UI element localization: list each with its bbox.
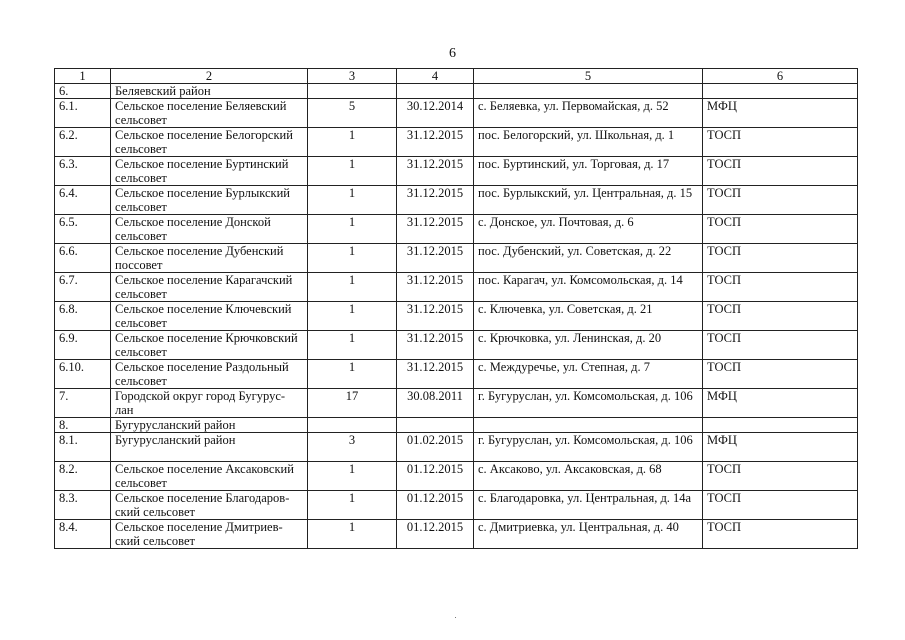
registry-table	[54, 68, 858, 549]
address-cell: пос. Карагач, ул. Комсомольская, д. 14	[474, 273, 703, 302]
date-cell: 31.12.2015	[397, 215, 474, 244]
row-number: 8.	[55, 418, 111, 433]
office-type-cell: ТОСП	[703, 302, 858, 331]
row-number: 6.6.	[55, 244, 111, 273]
count-cell: 1	[308, 331, 397, 360]
row-number: 6.5.	[55, 215, 111, 244]
table-row	[55, 520, 858, 549]
table-row	[55, 273, 858, 302]
date-cell: 31.12.2015	[397, 157, 474, 186]
settlement-name: Сельское поселение Бурлыкский сельсовет	[111, 186, 308, 215]
address-cell: с. Крючковка, ул. Ленинская, д. 20	[474, 331, 703, 360]
count-cell: 1	[308, 157, 397, 186]
empty-cell	[703, 84, 858, 99]
date-cell: 31.12.2015	[397, 302, 474, 331]
count-cell: 17	[308, 389, 397, 418]
empty-cell	[397, 84, 474, 99]
header-row	[55, 69, 858, 84]
office-type-cell: ТОСП	[703, 215, 858, 244]
column-header: 1	[55, 69, 111, 84]
table-row	[55, 360, 858, 389]
office-type-cell: МФЦ	[703, 99, 858, 128]
column-header: 6	[703, 69, 858, 84]
region-name: Бугурусланский район	[111, 418, 308, 433]
office-type-cell: ТОСП	[703, 244, 858, 273]
settlement-name: Сельское поселение Благодаров-ский сельсовет	[111, 491, 308, 520]
table-row	[55, 186, 858, 215]
empty-cell	[703, 418, 858, 433]
table-row	[55, 215, 858, 244]
date-cell: 31.12.2015	[397, 331, 474, 360]
office-type-cell: ТОСП	[703, 491, 858, 520]
office-type-cell: ТОСП	[703, 360, 858, 389]
settlement-name: Сельское поселение Аксаковский сельсовет	[111, 462, 308, 491]
count-cell: 1	[308, 520, 397, 549]
table-row	[55, 302, 858, 331]
row-number: 6.9.	[55, 331, 111, 360]
row-number: 8.4.	[55, 520, 111, 549]
address-cell: с. Дмитриевка, ул. Центральная, д. 40	[474, 520, 703, 549]
settlement-name: Сельское поселение Буртинский сельсовет	[111, 157, 308, 186]
count-cell: 1	[308, 186, 397, 215]
table-row	[55, 389, 858, 418]
empty-cell	[397, 418, 474, 433]
settlement-name: Сельское поселение Крючковский сельсовет	[111, 331, 308, 360]
count-cell: 3	[308, 433, 397, 462]
region-row	[55, 418, 858, 433]
row-number: 6.1.	[55, 99, 111, 128]
office-type-cell: МФЦ	[703, 389, 858, 418]
settlement-name: Сельское поселение Карагачский сельсовет	[111, 273, 308, 302]
address-cell: с. Междуречье, ул. Степная, д. 7	[474, 360, 703, 389]
row-number: 6.	[55, 84, 111, 99]
table-row	[55, 462, 858, 491]
column-header: 5	[474, 69, 703, 84]
settlement-name: Сельское поселение Раздольный сельсовет	[111, 360, 308, 389]
office-type-cell: ТОСП	[703, 273, 858, 302]
table-row	[55, 433, 858, 462]
date-cell: 31.12.2015	[397, 128, 474, 157]
office-type-cell: ТОСП	[703, 157, 858, 186]
count-cell: 1	[308, 128, 397, 157]
address-cell: г. Бугуруслан, ул. Комсомольская, д. 106	[474, 433, 703, 462]
settlement-name: Сельское поселение Донской сельсовет	[111, 215, 308, 244]
address-cell: пос. Дубенский, ул. Советская, д. 22	[474, 244, 703, 273]
address-cell: с. Благодаровка, ул. Центральная, д. 14а	[474, 491, 703, 520]
column-header: 2	[111, 69, 308, 84]
row-number: 6.3.	[55, 157, 111, 186]
settlement-name: Сельское поселение Беляевский сельсовет	[111, 99, 308, 128]
count-cell: 1	[308, 462, 397, 491]
empty-cell	[308, 418, 397, 433]
row-number: 8.1.	[55, 433, 111, 462]
address-cell: пос. Белогорский, ул. Школьная, д. 1	[474, 128, 703, 157]
address-cell: пос. Бурлыкский, ул. Центральная, д. 15	[474, 186, 703, 215]
count-cell: 1	[308, 215, 397, 244]
date-cell: 31.12.2015	[397, 186, 474, 215]
count-cell: 1	[308, 360, 397, 389]
settlement-name: Сельское поселение Дубенский поссовет	[111, 244, 308, 273]
row-number: 7.	[55, 389, 111, 418]
row-number: 8.2.	[55, 462, 111, 491]
row-number: 8.3.	[55, 491, 111, 520]
office-type-cell: ТОСП	[703, 186, 858, 215]
address-cell: с. Беляевка, ул. Первомайская, д. 52	[474, 99, 703, 128]
count-cell: 1	[308, 244, 397, 273]
office-type-cell: ТОСП	[703, 128, 858, 157]
table-row	[55, 99, 858, 128]
row-number: 6.7.	[55, 273, 111, 302]
row-number: 6.2.	[55, 128, 111, 157]
region-name: Беляевский район	[111, 84, 308, 99]
settlement-name: Сельское поселение Дмитриев-ский сельсовет	[111, 520, 308, 549]
settlement-name: Сельское поселение Ключевский сельсовет	[111, 302, 308, 331]
table-row	[55, 244, 858, 273]
count-cell: 5	[308, 99, 397, 128]
row-number: 6.8.	[55, 302, 111, 331]
address-cell: г. Бугуруслан, ул. Комсомольская, д. 106	[474, 389, 703, 418]
address-cell: с. Аксаково, ул. Аксаковская, д. 68	[474, 462, 703, 491]
table-row	[55, 491, 858, 520]
count-cell: 1	[308, 491, 397, 520]
date-cell: 30.08.2011	[397, 389, 474, 418]
address-cell: пос. Буртинский, ул. Торговая, д. 17	[474, 157, 703, 186]
empty-cell	[474, 418, 703, 433]
date-cell: 31.12.2015	[397, 360, 474, 389]
date-cell: 01.12.2015	[397, 462, 474, 491]
scan-speck	[455, 617, 456, 618]
page-number: 6	[449, 46, 456, 61]
date-cell: 31.12.2015	[397, 244, 474, 273]
date-cell: 31.12.2015	[397, 273, 474, 302]
count-cell: 1	[308, 302, 397, 331]
empty-cell	[308, 84, 397, 99]
settlement-name: Городской округ город Бугурус-лан	[111, 389, 308, 418]
settlement-name: Сельское поселение Белогорский сельсовет	[111, 128, 308, 157]
office-type-cell: ТОСП	[703, 331, 858, 360]
row-number: 6.4.	[55, 186, 111, 215]
table-row	[55, 128, 858, 157]
region-row	[55, 84, 858, 99]
office-type-cell: ТОСП	[703, 462, 858, 491]
table-body	[55, 84, 858, 549]
office-type-cell: МФЦ	[703, 433, 858, 462]
date-cell: 01.12.2015	[397, 520, 474, 549]
table-row	[55, 157, 858, 186]
settlement-name: Бугурусланский район	[111, 433, 308, 462]
date-cell: 01.02.2015	[397, 433, 474, 462]
empty-cell	[474, 84, 703, 99]
date-cell: 30.12.2014	[397, 99, 474, 128]
row-number: 6.10.	[55, 360, 111, 389]
office-type-cell: ТОСП	[703, 520, 858, 549]
address-cell: с. Ключевка, ул. Советская, д. 21	[474, 302, 703, 331]
column-header: 4	[397, 69, 474, 84]
table-row	[55, 331, 858, 360]
count-cell: 1	[308, 273, 397, 302]
column-header: 3	[308, 69, 397, 84]
address-cell: с. Донское, ул. Почтовая, д. 6	[474, 215, 703, 244]
date-cell: 01.12.2015	[397, 491, 474, 520]
